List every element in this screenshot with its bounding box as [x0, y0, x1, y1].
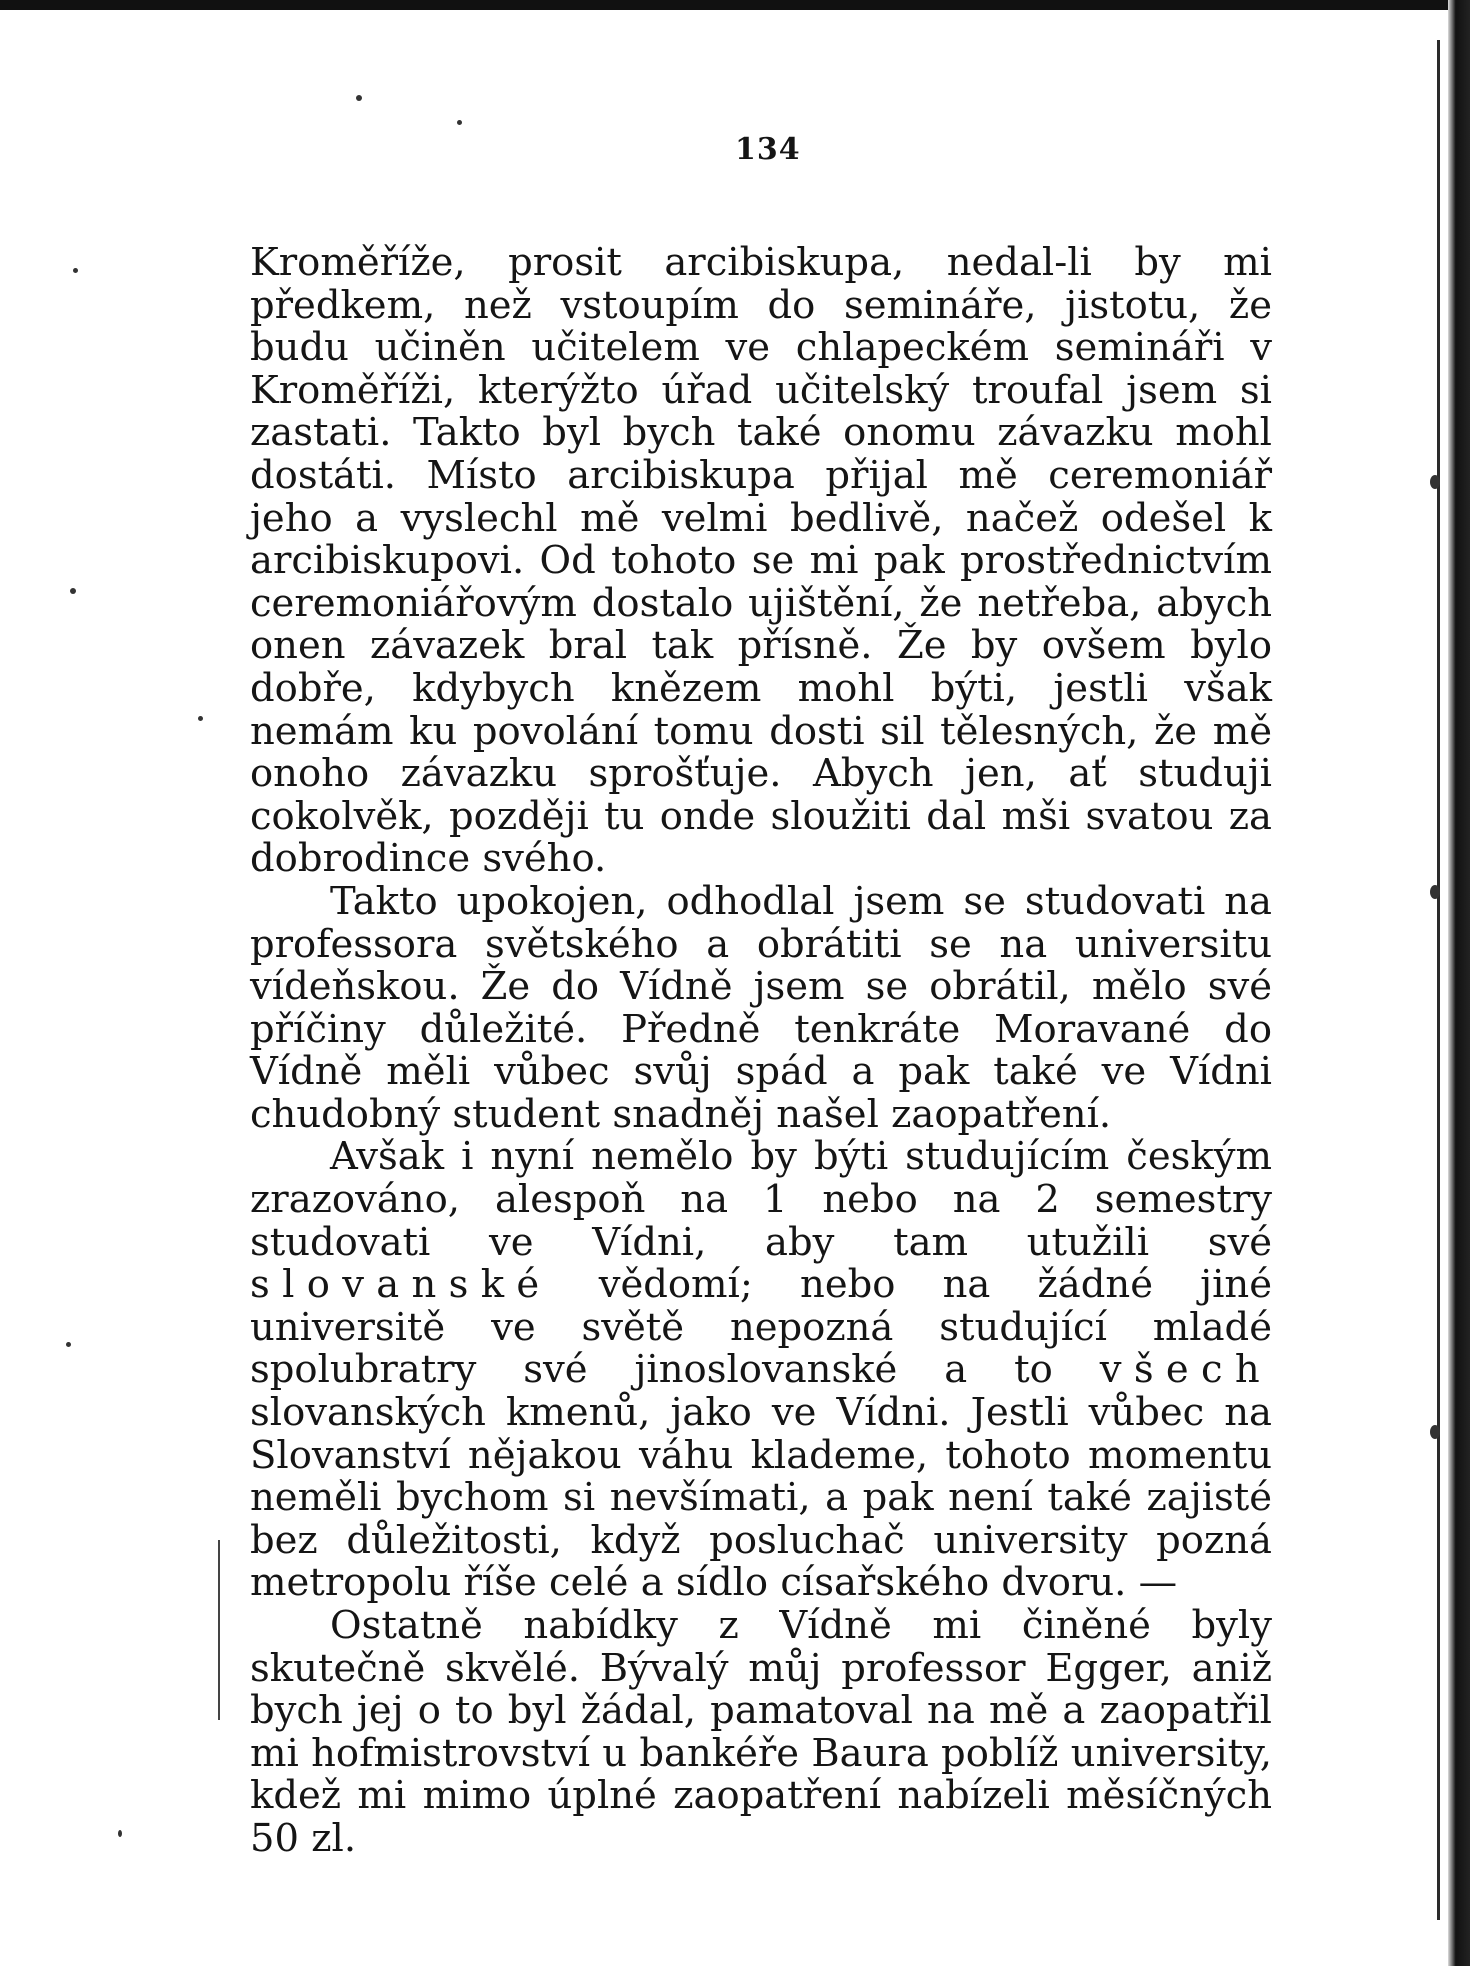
- paragraph-3: [250, 1136, 1272, 1605]
- scan-speck: [1430, 885, 1440, 899]
- paragraph-3-text-a: Avšak i nyní nemělo by býti studujícím českým zrazováno, alespoň na 1 nebo na 2 semestry studovati ve Vídni, aby tam utužili své: [250, 1134, 1272, 1265]
- scan-speck: [457, 120, 462, 125]
- scan-speck: [66, 1342, 71, 1347]
- paragraph-2: Takto upokojen, odhodlal jsem se studovati na professora světského a obrátiti se na universitu vídeňskou. Že do Vídně jsem se obrátil, mělo své příčiny důležité. Předně tenkráte Moravané do Vídně měli vůbec svůj spád a pak také ve Vídni chudobný student snadněj našel zaopatření.: [250, 878, 1272, 1137]
- scan-speck: [73, 268, 78, 273]
- scan-right-rule: [1437, 40, 1440, 1920]
- scan-speck: [198, 716, 203, 721]
- body-text: [250, 242, 1272, 1861]
- scan-speck: [1430, 1425, 1440, 1439]
- paragraph-3-text-b: vědomí; nebo na žádné jiné universitě ve světě nepozná studující mladé spolubratry své jinoslovanské a to: [250, 1262, 1272, 1393]
- scan-speck: [1430, 475, 1440, 489]
- scan-speck: [118, 1830, 122, 1837]
- scan-top-edge: [0, 0, 1470, 10]
- scan-speck: [70, 588, 76, 594]
- emphasis-vsech: všech: [1099, 1347, 1272, 1393]
- paragraph-4: Ostatně nabídky z Vídně mi činěné byly skutečně skvělé. Bývalý můj professor Egger, aniž bych jej o to byl žádal, pamatoval na mě a zaopatřil mi hofmistrovství u bankéře Baura poblíž university, kdež mi mimo úplné zaopatření nabízeli měsíčných 50 zl.: [250, 1603, 1272, 1861]
- margin-pencil-mark: [218, 1540, 220, 1720]
- scan-speck: [356, 95, 362, 101]
- paragraph-1: Kroměříže, prosit arcibiskupa, nedal-li by mi předkem, než vstoupím do semináře, jistotu, že budu učiněn učitelem ve chlapeckém semináři v Kroměříži, kterýžto úřad učitelský troufal jsem si zastati. Takto byl bych také onomu závazku mohl dostáti. Místo arcibiskupa přijal mě ceremoniář jeho a vyslechl mě velmi bedlivě, načež odešel k arcibiskupovi. Od tohoto se mi pak prostřednictvím ceremoniářovým dostalo ujištění, že netřeba, abych onen závazek bral tak přísně. Že by ovšem bylo dobře, kdybych knězem mohl býti, jestli však nemám ku povolání tomu dosti sil tělesných, že mě onoho závazku sprošťuje. Abych jen, ať studuji cokolvěk, později tu onde sloužiti dal mši svatou za dobrodince svého.: [250, 240, 1272, 882]
- paragraph-3-text-c: slovanských kmenů, jako ve Vídni. Jestli vůbec na Slovanství nějakou váhu klademe, tohoto momentu neměli bychom si nevšímati, a pak není také zajisté bez důležitosti, když posluchač university pozná metropolu říše celé a sídlo císařského dvoru. —: [250, 1390, 1272, 1606]
- page-number: 134: [735, 132, 801, 167]
- scan-right-edge: [1448, 0, 1470, 1966]
- emphasis-slovanske: slovanské: [250, 1262, 552, 1308]
